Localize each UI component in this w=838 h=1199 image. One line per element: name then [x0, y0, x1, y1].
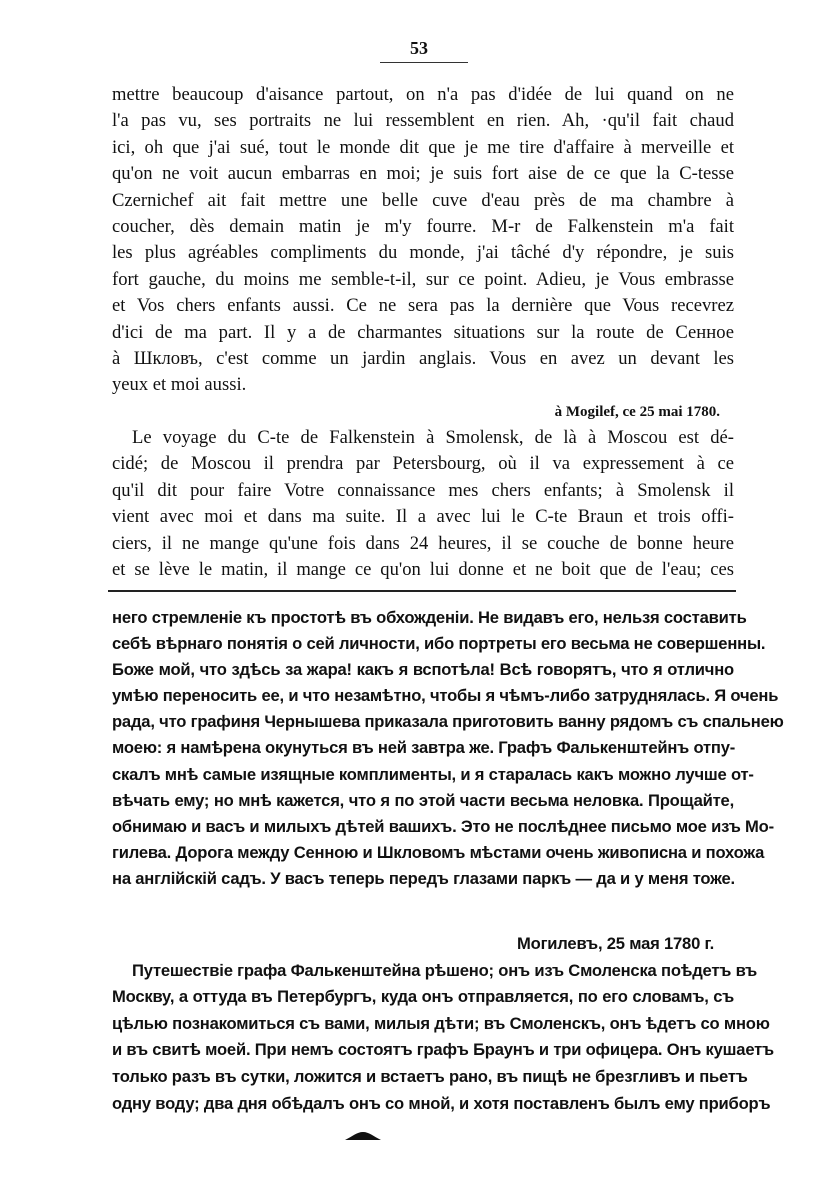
- text-line: себѣ вѣрнаго понятія о сей личности, ибо портреты его весьма не совершенны.: [112, 634, 766, 654]
- text-line: моею: я намѣрена окунуться въ ней завтра же. Графъ Фалькенштейнъ отпу-: [112, 738, 736, 758]
- text-line: только разъ въ сутки, ложится и встаетъ рано, въ пищѣ не брезгливъ и пьетъ: [112, 1066, 748, 1086]
- text-line: одну воду; два дня обѣдалъ онъ со мной, и хотя поставленъ былъ ему приборъ: [112, 1093, 771, 1113]
- text-line: coucher, dès demain matin je m'y fourre. M-r de Falkenstein m'a fait: [112, 215, 734, 237]
- text-line: на англійскій садъ. У васъ теперь передъ глазами паркъ — да и у меня тоже.: [112, 868, 735, 888]
- text-line: рада, что графиня Чернышева приказала приготовить ванну рядомъ съ спальнею: [112, 712, 784, 732]
- text-line: обнимаю и васъ и милыхъ дѣтей вашихъ. Это не послѣднее письмо мое изъ Мо-: [112, 816, 774, 836]
- text-line: yeux et moi aussi.: [112, 374, 247, 396]
- text-line: les plus agréables compliments du monde, j'ai tâché d'y répondre, je suis: [112, 242, 734, 264]
- text-line: скалъ мнѣ самые изящные комплименты, и я старалась какъ можно лучше от-: [112, 764, 754, 784]
- printer-ornament-icon: [345, 1131, 381, 1141]
- text-line: вѣчать ему; но мнѣ кажется, что я по этой части весьма неловка. Прощайте,: [112, 790, 734, 810]
- page-number: 53: [410, 38, 428, 58]
- russian-translation: [112, 605, 784, 892]
- text-line: l'a pas vu, ses portraits ne lui ressemblent en rien. Ah, ·qu'il fait chaud: [112, 110, 734, 132]
- russian-dateline: Могилевъ, 25 мая 1780 г.: [517, 934, 714, 953]
- russian-translation-continued: [112, 931, 774, 1117]
- text-line: цѣлью познакомиться съ вами, милыя дѣти; въ Смоленскъ, онъ ѣдетъ со мною: [112, 1013, 770, 1033]
- text-line: mettre beaucoup d'aisance partout, on n'a pas d'idée de lui quand on ne: [112, 84, 734, 105]
- text-line: Czernichef ait fait mettre une belle cuve d'eau près de ma chambre à: [112, 189, 734, 211]
- text-line: qu'il dit pour faire Votre connaissance mes chers enfants; à Smolensk il: [112, 479, 734, 501]
- text-line: Le voyage du C-te de Falkenstein à Smolensk, de là à Moscou est dé-: [132, 427, 734, 449]
- text-line: умѣю переносить ее, и что незамѣтно, чтобы я чѣмъ-либо затруднялась. Я очень: [112, 686, 779, 706]
- header-rule: [380, 62, 468, 63]
- text-line: Москву, а оттуда въ Петербургъ, куда онъ отправляется, по его словамъ, съ: [112, 987, 734, 1007]
- text-line: Путешествіе графа Фалькенштейна рѣшено; онъ изъ Смоленска поѣдетъ въ: [132, 960, 758, 980]
- text-line: vient avec moi et dans ma suite. Il a avec lui le C-te Braun et trois offi-: [112, 506, 734, 528]
- text-line: гилева. Дорога между Сенною и Шкловомъ мѣстами очень живописна и похожа: [112, 842, 765, 862]
- text-line: ciers, il ne mange qu'une fois dans 24 heures, il se couche de bonne heure: [112, 532, 734, 554]
- french-text: [112, 82, 734, 583]
- text-line: ici, oh que j'ai sué, tout le monde dit que je me tire d'affaire à merveille et: [112, 136, 734, 158]
- text-line: à Шкловъ, c'est comme un jardin anglais. Vous en avez un devant les: [112, 347, 734, 369]
- text-line: Боже мой, что здѣсь за жара! какъ я вспотѣла! Всѣ говорятъ, что я отлично: [112, 660, 734, 680]
- text-line: и въ свитѣ моей. При немъ состоятъ графъ Браунъ и три офицера. Онъ кушаетъ: [112, 1040, 774, 1060]
- text-line: cidé; de Moscou il prendra par Petersbourg, où il va expressement à ce: [112, 453, 734, 475]
- text-line: него стремленіе къ простотѣ въ обхожденіи. Не видавъ его, нельзя составить: [112, 608, 747, 627]
- text-line: et Vos chers enfants aussi. Ce ne sera pas la dernière que Vous recevrez: [112, 295, 734, 317]
- text-line: et se lève le matin, il mange ce qu'on lui donne et ne boit que de l'eau; ces: [112, 559, 734, 581]
- footnote-divider: [108, 590, 736, 592]
- french-dateline: à Mogilef, ce 25 mai 1780.: [554, 403, 720, 420]
- text-line: d'ici de ma part. Il y a de charmantes situations sur la route de Сенное: [112, 321, 734, 343]
- text-line: qu'on ne voit aucun embarras en moi; je suis fort aise de ce que la C-tesse: [112, 163, 734, 185]
- text-line: fort gauche, du moins me semble-t-il, sur ce point. Adieu, je Vous embrasse: [112, 268, 734, 290]
